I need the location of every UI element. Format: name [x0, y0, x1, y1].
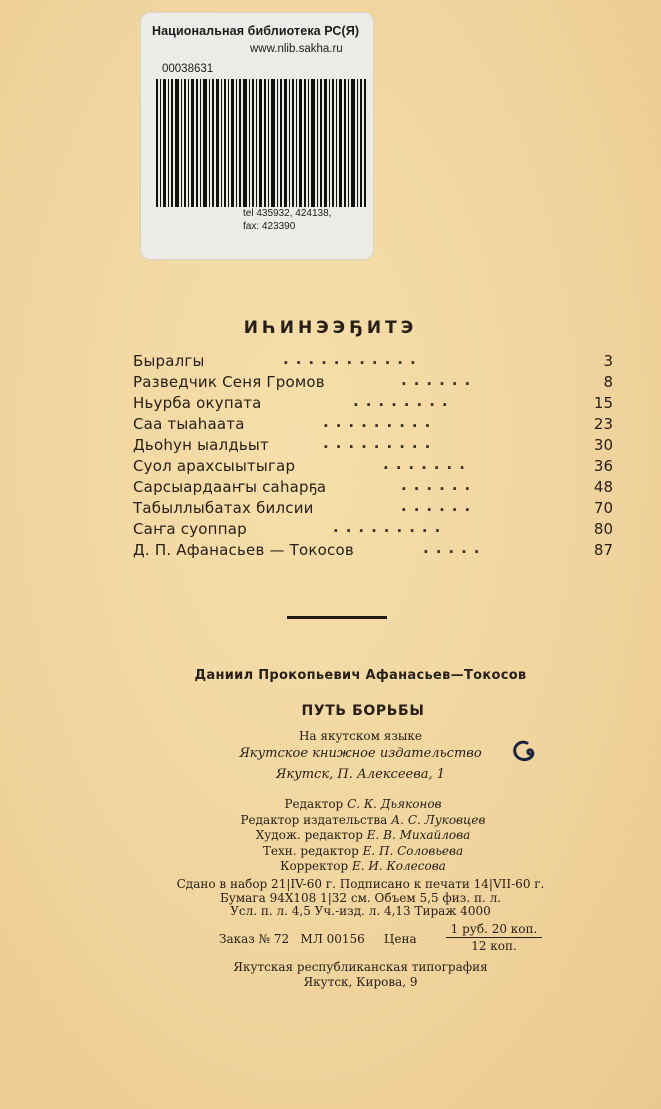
- credit-role: Редактор: [284, 797, 344, 811]
- printer-block: [0, 960, 661, 990]
- credit-line: [0, 844, 661, 860]
- credit-name: Е. И. Колесова: [352, 859, 446, 873]
- toc-entry: [133, 373, 613, 394]
- publisher-address: Якутск, П. Алексеева, 1: [275, 767, 446, 782]
- credit-line: [0, 859, 661, 875]
- toc-entry: [133, 436, 613, 457]
- toc-entry-page: 3: [603, 352, 613, 370]
- toc-entry-page: 15: [593, 394, 613, 412]
- credit-name: Е. В. Михайлова: [366, 828, 471, 842]
- inventory-number: 00038631: [162, 63, 214, 75]
- language-note: На якутском языке: [298, 729, 423, 743]
- credit-role: Корректор: [280, 859, 349, 873]
- credit-name: Е. П. Соловьева: [362, 843, 464, 858]
- toc-entry-page: 87: [593, 541, 613, 559]
- toc-entry: [133, 394, 613, 415]
- toc-entry-title: Д. П. Афанасьев — Токосов: [133, 541, 354, 559]
- print-spec-line: Бумага 94Х108 1|32 см. Объем 5,5 физ. п. л.: [219, 890, 502, 905]
- publisher-name: Якутское книжное издательство: [239, 746, 482, 761]
- credit-name: С. К. Дьяконов: [347, 797, 442, 811]
- toc-leader-dots: ...........: [283, 350, 423, 368]
- credit-role: Худож. редактор: [255, 828, 363, 842]
- barcode: [156, 79, 366, 207]
- toc-entry-title: Саҥа суоппар: [133, 520, 247, 538]
- toc-entry-title: Табыллыбатах билсии: [133, 499, 314, 517]
- toc-entry-page: 23: [593, 415, 613, 433]
- price-bottom: 12 коп.: [471, 939, 517, 953]
- printer-name: Якутская республиканская типография: [233, 960, 488, 974]
- toc-entry: [133, 478, 613, 499]
- library-contacts: [243, 207, 331, 233]
- toc-entry-page: 36: [593, 457, 613, 475]
- toc-entry-title: Саа тыаһаата: [133, 415, 245, 433]
- toc-entry-title: Дьоһун ыалдьыт: [133, 436, 269, 454]
- toc-leader-dots: ......: [401, 497, 478, 515]
- toc-entry-title: Разведчик Сеня Громов: [133, 373, 325, 391]
- library-name: Национальная библиотека РС(Я): [152, 24, 360, 38]
- toc-entry: [133, 415, 613, 436]
- toc-entry: [133, 520, 613, 541]
- toc-entry-page: 80: [593, 520, 613, 538]
- price-top: 1 руб. 20 коп.: [446, 922, 542, 938]
- credit-name: А. С. Луковцев: [391, 812, 486, 827]
- divider-rule: [287, 616, 387, 619]
- toc-entry: [133, 352, 613, 373]
- toc-entry-page: 48: [593, 478, 613, 496]
- print-specs: [0, 878, 661, 919]
- toc-leader-dots: .........: [323, 434, 438, 452]
- contents-title: ИҺИНЭЭҔИТЭ: [243, 318, 418, 338]
- printer-address: Якутск, Кирова, 9: [303, 975, 418, 989]
- toc-leader-dots: ........: [353, 392, 455, 410]
- library-fax: fax: 423390: [243, 221, 296, 232]
- credit-line: [0, 813, 661, 829]
- library-sticker: [140, 12, 374, 260]
- toc-entry-page: 8: [603, 373, 613, 391]
- credit-role: Техн. редактор: [262, 843, 359, 858]
- toc-leader-dots: .....: [423, 539, 487, 557]
- toc-leader-dots: ......: [401, 476, 478, 494]
- credit-role: Редактор издательства: [240, 812, 388, 827]
- print-spec-line: Усл. п. л. 4,5 Уч.-изд. л. 4,13 Тираж 4000: [230, 904, 491, 918]
- toc-entry: [133, 541, 613, 562]
- toc-entry: [133, 457, 613, 478]
- credit-line: [0, 828, 661, 844]
- toc-leader-dots: .........: [333, 518, 448, 536]
- price-fraction: [446, 922, 542, 953]
- toc-entry: [133, 499, 613, 520]
- toc-leader-dots: ......: [401, 371, 478, 389]
- toc-entry-title: Суол арахсыытыгар: [133, 457, 296, 475]
- book-title: ПУТЬ БОРЬБЫ: [301, 703, 425, 719]
- toc-entry-page: 70: [593, 499, 613, 517]
- credits-block: [0, 797, 661, 875]
- library-website: www.nlib.sakha.ru: [250, 43, 343, 55]
- toc-leader-dots: .........: [323, 413, 438, 431]
- library-tel: tel 435932, 424138,: [243, 208, 332, 219]
- pen-mark-icon: [510, 738, 538, 764]
- author-name: Даниил Прокопьевич Афанасьев—Токосов: [194, 668, 527, 683]
- toc-leader-dots: .......: [383, 455, 472, 473]
- contents-list: [133, 352, 613, 562]
- print-spec-line: Сдано в набор 21|IV-60 г. Подписано к печати 14|VII-60 г.: [176, 877, 545, 891]
- credit-line: [0, 797, 661, 813]
- toc-entry-title: Ньурба окупата: [133, 394, 262, 412]
- toc-entry-page: 30: [593, 436, 613, 454]
- toc-entry-title: Сарсыардааҥы саһарҕа: [133, 478, 327, 496]
- toc-entry-title: Быралгы: [133, 352, 205, 370]
- order-line: Заказ № 72 МЛ 00156 Цена: [219, 932, 417, 946]
